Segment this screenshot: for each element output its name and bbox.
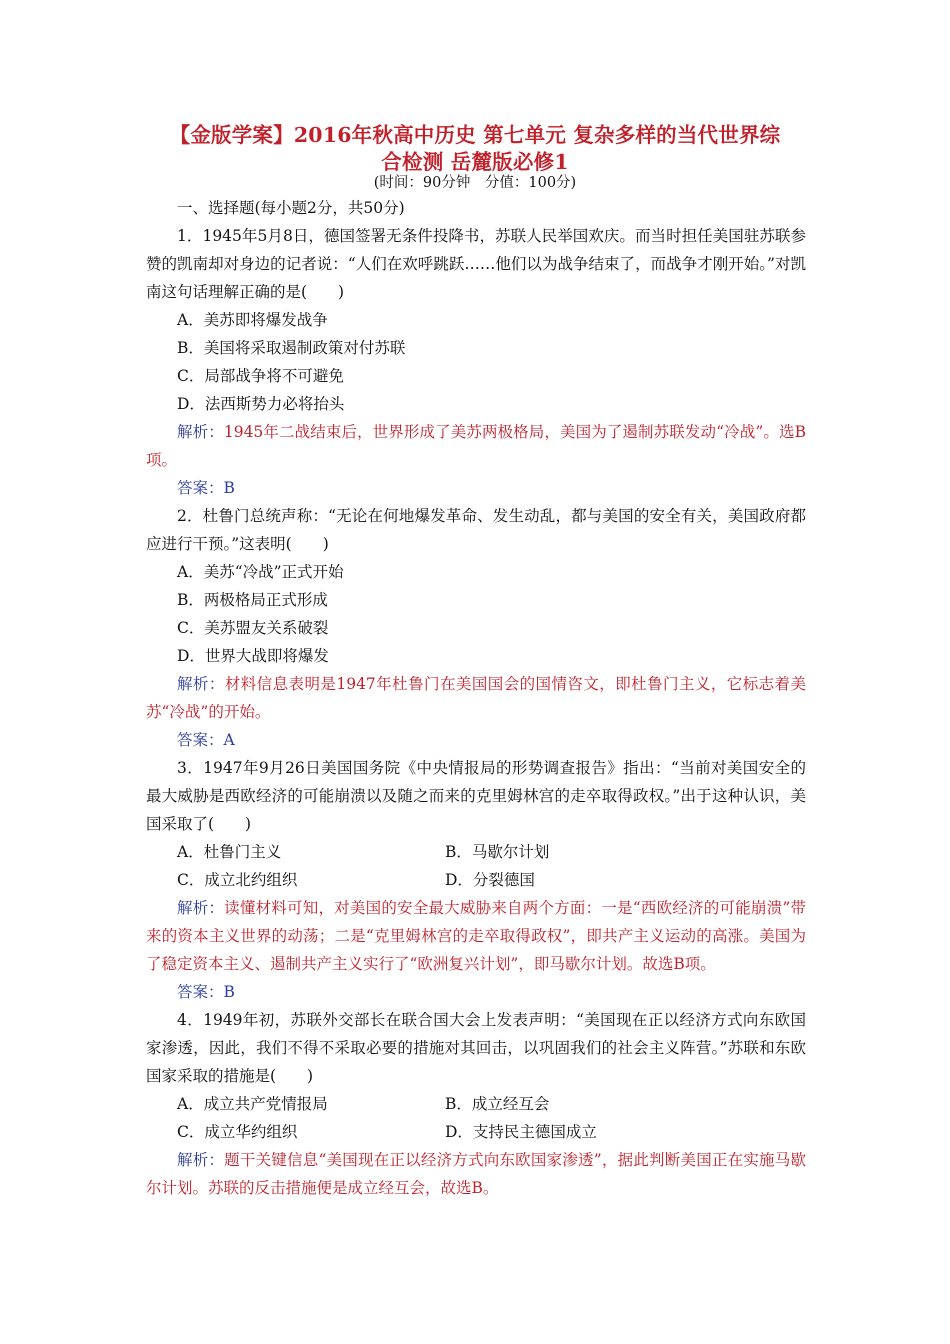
option-b: B．成立经互会 <box>445 1095 550 1113</box>
option-d: D．分裂德国 <box>445 871 535 889</box>
option-row <box>146 838 806 866</box>
question-3 <box>146 754 806 1006</box>
explanation-label: 解析： <box>177 899 225 917</box>
question-stem: 1．1945年5月8日，德国签署无条件投降书，苏联人民举国欢庆。而当时担任美国驻苏联参赞的凯南却对身边的记者说：“人们在欢呼跳跃……他们以为战争结束了，而战争才刚开始。”对凯南这句话理解正确的是( ) <box>146 227 806 301</box>
document-title-line-1: 【金版学案】2016年秋高中历史 第七单元 复杂多样的当代世界综 <box>169 123 781 147</box>
explanation-label: 解析： <box>177 1151 225 1169</box>
explanation <box>146 418 806 474</box>
option-d: D．世界大战即将爆发 <box>177 647 329 665</box>
option-a: A．美苏即将爆发战争 <box>177 311 328 329</box>
exam-body <box>146 194 806 1202</box>
answer-value: B <box>223 983 235 1001</box>
question-1 <box>146 222 806 502</box>
explanation-text: 1945年二战结束后，世界形成了美苏两极格局，美国为了遏制苏联发动“冷战”。选B项。 <box>146 423 806 469</box>
question-stem: 2．杜鲁门总统声称：“无论在何地爆发革命、发生动乱，都与美国的安全有关，美国政府都应进行干预。”这表明( ) <box>146 507 806 553</box>
option-d: D．法西斯势力必将抬头 <box>177 395 345 413</box>
option-row <box>146 1090 806 1118</box>
option-c: C．成立华约组织 <box>177 1123 298 1141</box>
answer-value: A <box>223 731 235 749</box>
option-c: C．成立北约组织 <box>177 871 298 889</box>
explanation-text: 读懂材料可知，对美国的安全最大威胁来自两个方面：一是“西欧经济的可能崩溃”带来的资本主义世界的动荡；二是“克里姆林宫的走卒取得政权”，即共产主义运动的高涨。美国为了稳定资本主义、遏制共产主义实行了“欧洲复兴计划”，即马歇尔计划。故选B项。 <box>146 899 806 973</box>
answer <box>146 474 806 502</box>
section-heading: 一、选择题(每小题2分，共50分) <box>177 199 405 217</box>
question-4 <box>146 1006 806 1202</box>
option-c: C．局部战争将不可避免 <box>177 367 344 385</box>
option-a: A．美苏“冷战”正式开始 <box>177 563 344 581</box>
option-row <box>146 866 806 894</box>
question-stem: 4．1949年初，苏联外交部长在联合国大会上发表声明：“美国现在正以经济方式向东欧国家渗透，因此，我们不得不采取必要的措施对其回击，以巩固我们的社会主义阵营。”苏联和东欧国家采取的措施是( ) <box>146 1011 806 1085</box>
option-b: B．两极格局正式形成 <box>177 591 328 609</box>
explanation <box>146 894 806 978</box>
option-a: A．成立共产党情报局 <box>177 1095 328 1113</box>
answer-value: B <box>223 479 235 497</box>
option-row <box>146 1118 806 1146</box>
document-title-line-2: 合检测 岳麓版必修1 <box>381 150 569 174</box>
exam-time-score: (时间：90分钟 分值：100分) <box>373 175 577 191</box>
question-stem: 3．1947年9月26日美国国务院《中央情报局的形势调查报告》指出：“当前对美国安全的最大威胁是西欧经济的可能崩溃以及随之而来的克里姆林宫的走卒取得政权。”出于这种认识，美国采取了( ) <box>146 759 806 833</box>
option-b: B．美国将采取遏制政策对付苏联 <box>177 339 406 357</box>
explanation <box>146 1146 806 1202</box>
explanation-label: 解析： <box>177 675 225 693</box>
explanation-label: 解析： <box>177 423 224 441</box>
answer-label: 答案： <box>177 479 224 497</box>
answer <box>146 978 806 1006</box>
explanation <box>146 670 806 726</box>
option-d: D．支持民主德国成立 <box>445 1123 597 1141</box>
explanation-text: 材料信息表明是1947年杜鲁门在美国国会的国情咨文，即杜鲁门主义，它标志着美苏“冷战”的开始。 <box>146 675 806 721</box>
document-title <box>140 122 810 176</box>
answer <box>146 726 806 754</box>
explanation-text: 题干关键信息“美国现在正以经济方式向东欧国家渗透”，据此判断美国正在实施马歇尔计划。苏联的反击措施便是成立经互会，故选B。 <box>146 1151 806 1197</box>
answer-label: 答案： <box>177 731 224 749</box>
question-2 <box>146 502 806 754</box>
option-b: B．马歇尔计划 <box>445 843 550 861</box>
option-c: C．美苏盟友关系破裂 <box>177 619 329 637</box>
answer-label: 答案： <box>177 983 224 1001</box>
option-a: A．杜鲁门主义 <box>177 843 282 861</box>
